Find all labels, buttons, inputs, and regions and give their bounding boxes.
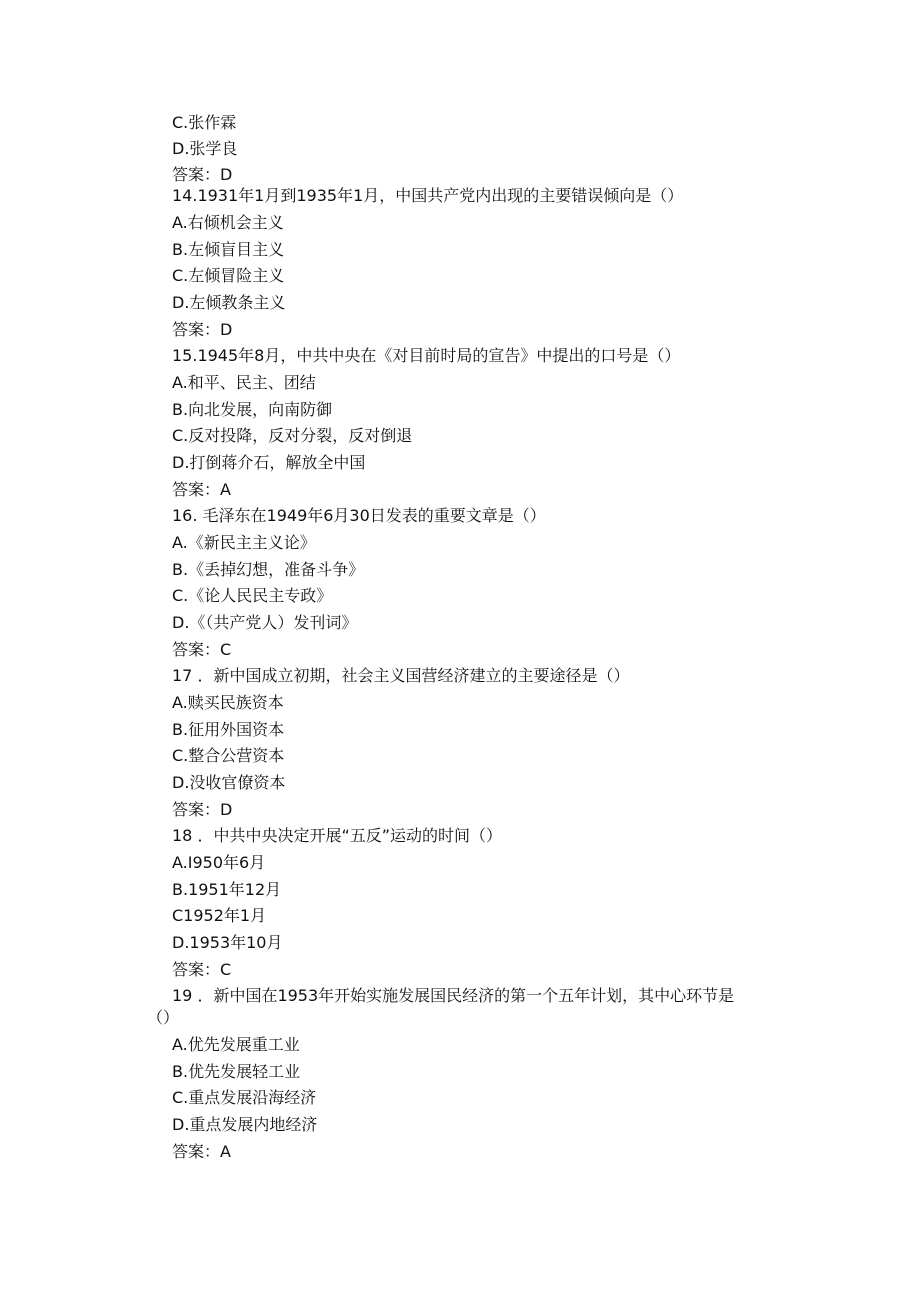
option-line: C1952年1月 [172, 906, 267, 925]
answer-line: 答案：D [172, 800, 233, 819]
answer-line: 答案：D [172, 320, 233, 339]
option-line: C.反对投降，反对分裂，反对倒退 [172, 426, 413, 445]
option-line: D.张学良 [172, 139, 238, 158]
answer-line: 答案：A [172, 480, 231, 499]
question-14: 14.1931年1月到1935年1月，中国共产党内出现的主要错误倾向是（） [172, 186, 684, 205]
option-line: A.和平、民主、团结 [172, 373, 316, 392]
answer-line: 答案：C [172, 640, 232, 659]
option-line: A.I950年6月 [172, 853, 266, 872]
option-line: D.《（共产党人）发刊词》 [172, 613, 358, 632]
option-line: D.没收官僚资本 [172, 773, 286, 792]
answer-line: 答案：D [172, 165, 233, 184]
option-line: C.张作霖 [172, 113, 237, 132]
question-16: 16. 毛泽东在1949年6月30日发表的重要文章是（） [172, 506, 546, 525]
option-line: C.《论人民民主专政》 [172, 586, 333, 605]
option-line: B.征用外国资本 [172, 720, 285, 739]
question-19: 19 ．新中国在1953年开始实施发展国民经济的第一个五年计划，其中心环节是 [172, 986, 735, 1005]
question-15: 15.1945年8月，中共中央在《对目前时局的宣告》中提出的口号是（） [172, 346, 681, 365]
option-line: D.左倾教条主义 [172, 293, 286, 312]
option-line: A.《新民主主义论》 [172, 533, 316, 552]
option-line: D.打倒蒋介石，解放全中国 [172, 453, 366, 472]
option-line: B.1951年12月 [172, 880, 282, 899]
option-line: B.优先发展轻工业 [172, 1062, 301, 1081]
question-18: 18 ．中共中央决定开展“五反”运动的时间（） [172, 826, 503, 845]
question-17: 17 ．新中国成立初期，社会主义国营经济建立的主要途径是（） [172, 666, 630, 685]
option-line: B.向北发展，向南防御 [172, 400, 333, 419]
option-line: B.左倾盲目主义 [172, 240, 285, 259]
question-19-continuation: （） [147, 1008, 180, 1027]
answer-line: 答案：A [172, 1142, 231, 1161]
answer-line: 答案：C [172, 960, 232, 979]
option-line: A.右倾机会主义 [172, 213, 284, 232]
option-line: C.整合公营资本 [172, 746, 285, 765]
option-line: D.1953年10月 [172, 933, 283, 952]
option-line: C.重点发展沿海经济 [172, 1088, 317, 1107]
option-line: D.重点发展内地经济 [172, 1115, 318, 1134]
option-line: A.赎买民族资本 [172, 693, 284, 712]
option-line: C.左倾冒险主义 [172, 266, 285, 285]
option-line: A.优先发展重工业 [172, 1035, 300, 1054]
option-line: B.《丢掉幻想，准备斗争》 [172, 560, 365, 579]
